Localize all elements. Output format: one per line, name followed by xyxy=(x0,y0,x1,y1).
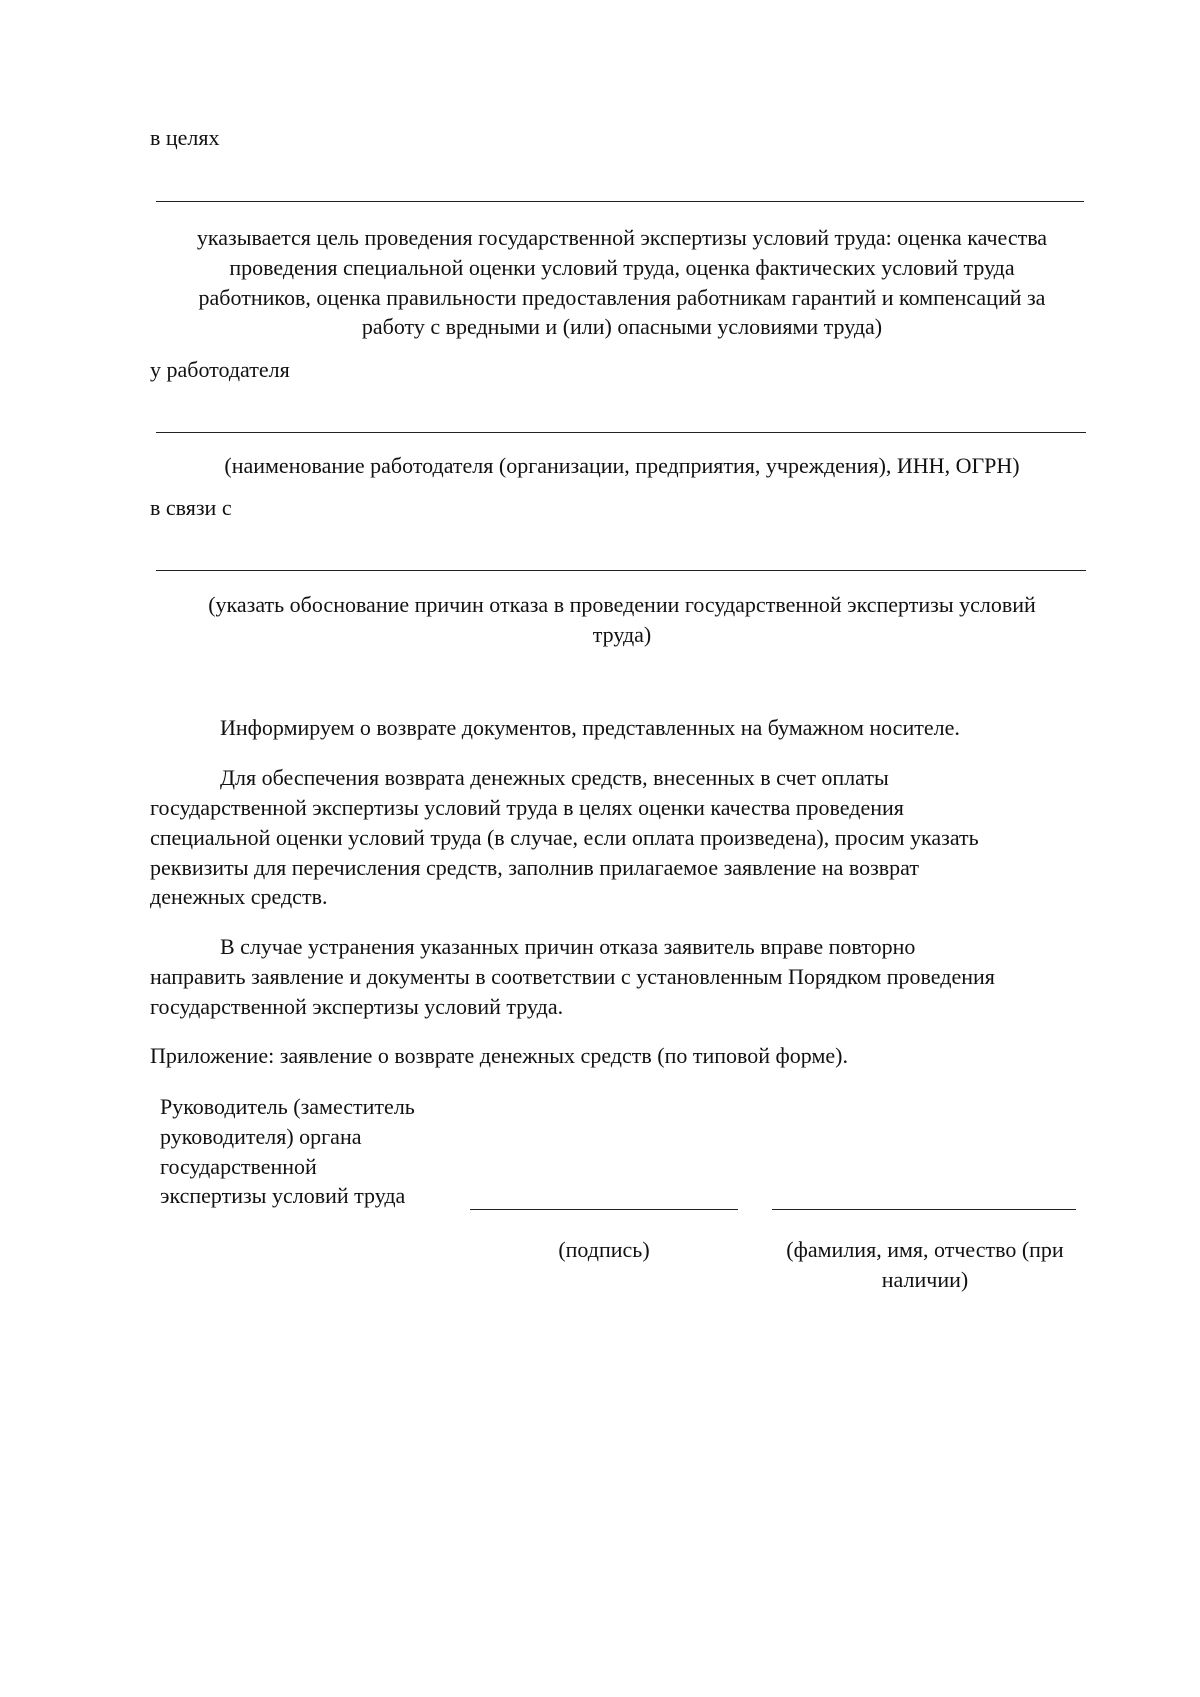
signature-fill-line xyxy=(470,1209,738,1210)
paragraph-line: реквизиты для перечисления средств, заполнив прилагаемое заявление на возврат xyxy=(150,855,919,880)
paragraph-line: денежных средств. xyxy=(150,884,328,909)
employer-fill-line xyxy=(156,432,1086,433)
purpose-caption-line: работников, оценка правильности предоставления работникам гарантий и компенсаций за xyxy=(198,285,1046,310)
purpose-label: в целях xyxy=(150,125,220,150)
signatory-title-line: руководителя) органа xyxy=(160,1124,362,1149)
full-name-caption-line: (фамилия, имя, отчество (при xyxy=(786,1237,1064,1262)
reason-caption-line: труда) xyxy=(592,622,652,647)
reason-caption-line: (указать обоснование причин отказа в проведении государственной экспертизы условий xyxy=(208,592,1036,617)
signatory-title-line: государственной xyxy=(160,1154,317,1179)
paragraph-return-documents: Информируем о возврате документов, представленных на бумажном носителе. xyxy=(220,715,960,740)
paragraph-line: государственной экспертизы условий труда в целях оценки качества проведения xyxy=(150,795,904,820)
reason-label: в связи с xyxy=(150,495,232,520)
purpose-caption-line: указывается цель проведения государственной экспертизы условий труда: оценка качества xyxy=(196,225,1048,250)
paragraph-line: государственной экспертизы условий труда. xyxy=(150,994,564,1019)
full-name-fill-line xyxy=(772,1209,1076,1210)
full-name-caption-line: наличии) xyxy=(881,1267,969,1292)
purpose-fill-line xyxy=(156,201,1084,202)
purpose-caption-line: проведения специальной оценки условий труда, оценка фактических условий труда xyxy=(229,255,1015,280)
paragraph-line: специальной оценки условий труда (в случае, если оплата произведена), просим указать xyxy=(150,825,979,850)
appendix-note: Приложение: заявление о возврате денежных средств (по типовой форме). xyxy=(150,1043,848,1068)
signatory-title-line: экспертизы условий труда xyxy=(160,1183,406,1208)
signatory-title-line: Руководитель (заместитель xyxy=(160,1094,415,1119)
signature-caption: (подпись) xyxy=(558,1237,650,1262)
paragraph-line: Для обеспечения возврата денежных средств, внесенных в счет оплаты xyxy=(220,765,889,790)
employer-caption: (наименование работодателя (организации, предприятия, учреждения), ИНН, ОГРН) xyxy=(224,453,1020,478)
paragraph-line: направить заявление и документы в соответствии с установленным Порядком проведения xyxy=(150,964,995,989)
paragraph-line: В случае устранения указанных причин отказа заявитель вправе повторно xyxy=(220,934,916,959)
reason-fill-line xyxy=(156,570,1086,571)
purpose-caption-line: работу с вредными и (или) опасными условиями труда) xyxy=(361,314,883,339)
employer-label: у работодателя xyxy=(150,357,290,382)
